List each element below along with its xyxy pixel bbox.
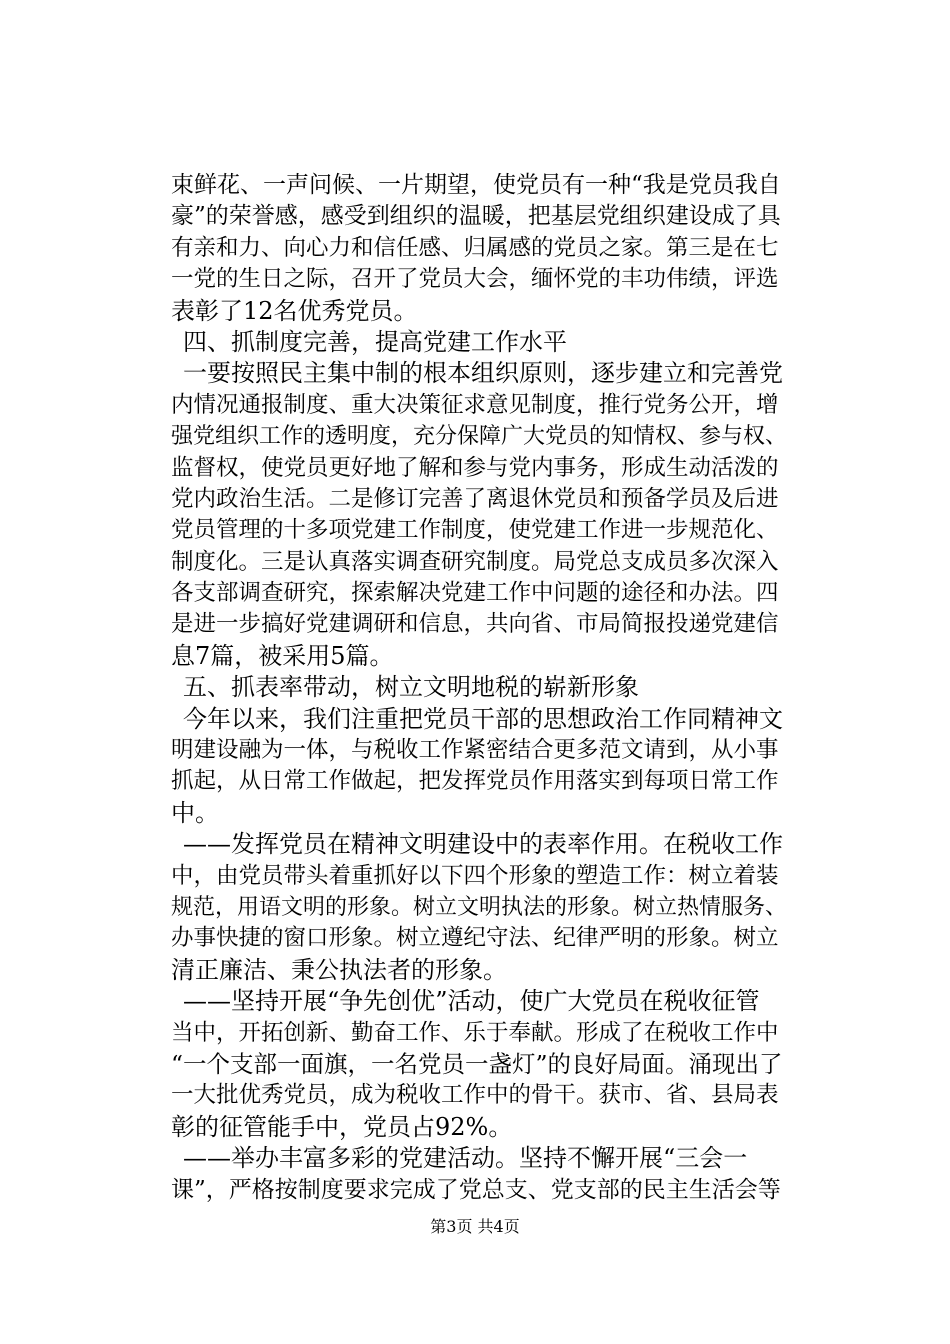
text-line: 息7篇，被采用5篇。 (171, 641, 394, 670)
document-body (171, 170, 788, 1206)
text-line: 一党的生日之际，召开了党员大会，缅怀党的丰功伟绩，评选 (171, 266, 779, 293)
text-line: 清正廉洁、秉公执法者的形象。 (171, 955, 507, 984)
page-number-footer: 第3页 共4页 (430, 1217, 520, 1236)
text-line: 中，由党员带头着重抓好以下四个形象的塑造工作：树立着装 (171, 862, 779, 889)
text-line: 办事快捷的窗口形象。树立遵纪守法、纪律严明的形象。树立 (171, 925, 779, 952)
text-line: 束鲜花、一声问候、一片期望，使党员有一种“我是党员我自 (171, 172, 781, 198)
text-line: 彰的征管能手中，党员占92%。 (171, 1112, 513, 1141)
text-line: 监督权，使党员更好地了解和参与党内事务，形成生动活泼的 (171, 454, 779, 481)
text-line: 豪”的荣誉感，感受到组织的温暖，把基层党组织建设成了具 (171, 203, 781, 230)
text-line: 一大批优秀党员，成为税收工作中的骨干。获市、省、县局表 (171, 1082, 779, 1109)
text-line: 一要按照民主集中制的根本组织原则，逐步建立和完善党 (183, 359, 783, 388)
text-line: 强党组织工作的透明度，充分保障广大党员的知情权、参与权、 (171, 424, 788, 450)
text-line: 今年以来，我们注重把党员干部的思想政治工作同精神文 (183, 704, 783, 733)
text-line: ——发挥党员在精神文明建设中的表率作用。在税收工作 (183, 830, 783, 859)
text-line: 各支部调查研究，探索解决党建工作中问题的途径和办法。四 (171, 580, 779, 607)
text-line: 中。 (171, 798, 219, 827)
text-line: 党员管理的十多项党建工作制度，使党建工作进一步规范化、 (171, 517, 779, 544)
text-line: 有亲和力、向心力和信任感、归属感的党员之家。第三是在七 (171, 234, 779, 261)
section-heading: 四、抓制度完善，提高党建工作水平 (183, 327, 567, 356)
text-line: 规范，用语文明的形象。树立文明执法的形象。树立热情服务、 (171, 894, 788, 920)
text-line: 制度化。三是认真落实调查研究制度。局党总支成员多次深入 (171, 548, 779, 575)
text-line: 表彰了12名优秀党员。 (171, 296, 418, 325)
text-line: 当中，开拓创新、勤奋工作、乐于奉献。形成了在税收工作中 (171, 1019, 779, 1046)
text-line: 课”，严格按制度要求完成了党总支、党支部的民主生活会等 (171, 1176, 781, 1203)
text-line: ——举办丰富多彩的党建活动。坚持不懈开展“三会一 (183, 1144, 748, 1173)
text-line: “一个支部一面旗，一名党员一盏灯”的良好局面。涌现出了 (171, 1049, 783, 1078)
text-line: 明建设融为一体，与税收工作紧密结合更多范文请到，从小事 (171, 737, 779, 764)
text-line: 抓起，从日常工作做起，把发挥党员作用落实到每项日常工作 (171, 768, 779, 795)
text-line: 内情况通报制度、重大决策征求意见制度，推行党务公开，增 (171, 391, 779, 418)
section-heading: 五、抓表率带动，树立文明地税的崭新形象 (183, 673, 639, 702)
text-line: 是进一步搞好党建调研和信息，共向省、市局简报投递党建信 (171, 611, 779, 638)
text-line: 党内政治生活。二是修订完善了离退休党员和预备学员及后进 (171, 485, 779, 512)
text-line: ——坚持开展“争先创优”活动，使广大党员在税收征管 (183, 987, 760, 1016)
